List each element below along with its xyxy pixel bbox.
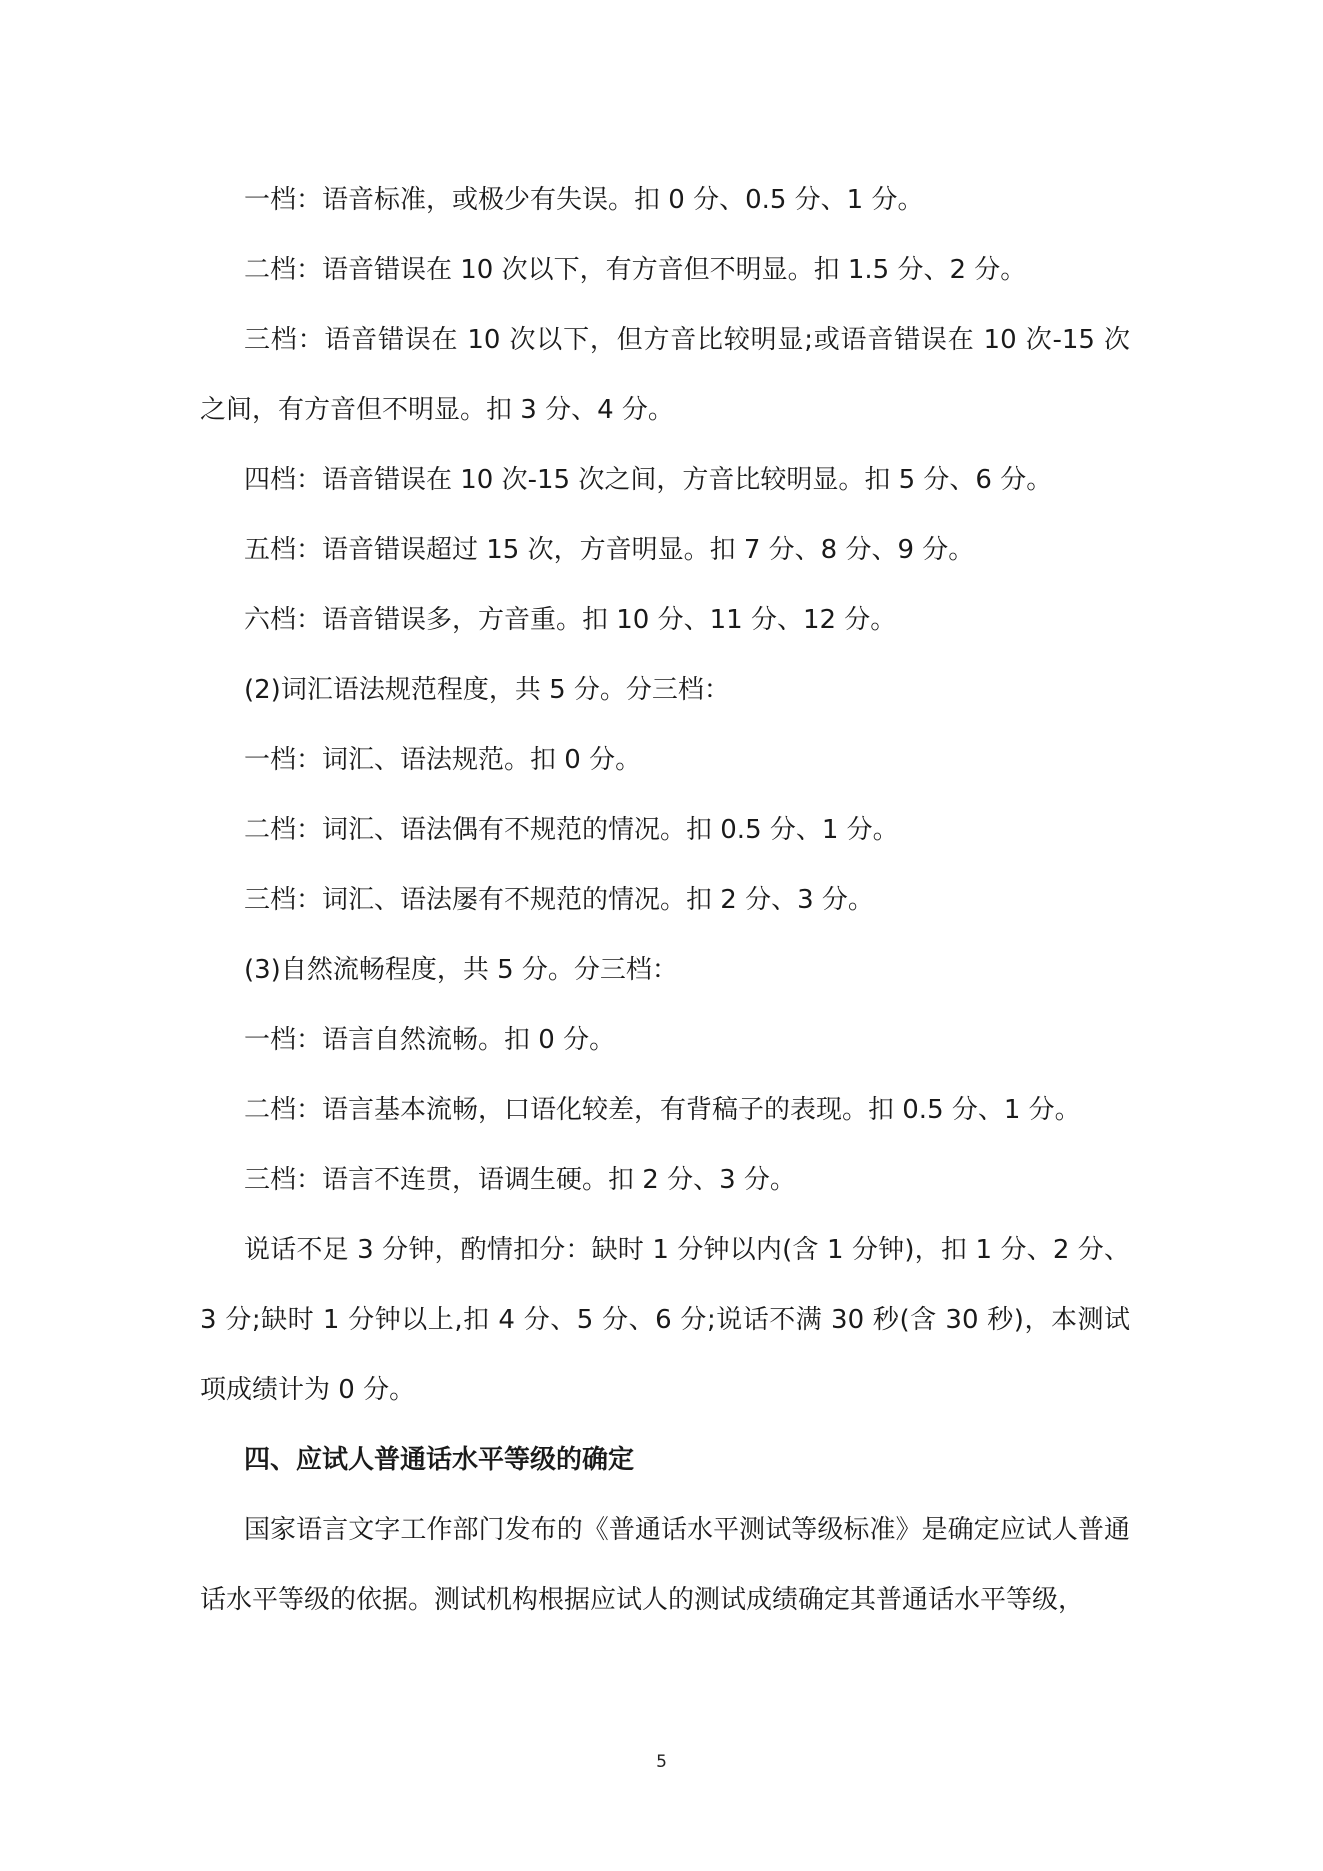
paragraph-grade-4-pronunciation: 四档：语音错误在 10 次-15 次之间，方音比较明显。扣 5 分、6 分。 — [244, 465, 1053, 495]
paragraph-grade-3-vocabulary: 三档：词汇、语法屡有不规范的情况。扣 2 分、3 分。 — [244, 885, 874, 915]
paragraph-grade-1-fluency: 一档：语言自然流畅。扣 0 分。 — [244, 1025, 616, 1055]
paragraph-grade-3-pronunciation: 三档：语音错误在 10 次以下，但方音比较明显;或语音错误在 10 次-15 次之间，有方音但不明显。扣 3 分、4 分。 — [200, 325, 1130, 425]
paragraph-grade-2-pronunciation: 二档：语音错误在 10 次以下，有方音但不明显。扣 1.5 分、2 分。 — [244, 255, 1027, 285]
paragraph-grade-2-fluency: 二档：语言基本流畅，口语化较差，有背稿子的表现。扣 0.5 分、1 分。 — [244, 1095, 1081, 1125]
paragraph-grade-3-fluency: 三档：语言不连贯，语调生硬。扣 2 分、3 分。 — [244, 1165, 796, 1195]
paragraph-level-standard: 国家语言文字工作部门发布的《普通话水平测试等级标准》是确定应试人普通话水平等级的依据。测试机构根据应试人的测试成绩确定其普通话水平等级， — [200, 1515, 1130, 1615]
paragraph-grade-5-pronunciation: 五档：语音错误超过 15 次，方音明显。扣 7 分、8 分、9 分。 — [244, 535, 975, 565]
section-heading-level-determination: 四、应试人普通话水平等级的确定 — [244, 1445, 635, 1475]
paragraph-grade-1-vocabulary: 一档：词汇、语法规范。扣 0 分。 — [244, 745, 642, 775]
paragraph-grade-1-pronunciation: 一档：语音标准，或极少有失误。扣 0 分、0.5 分、1 分。 — [244, 185, 924, 215]
document-body — [200, 165, 1130, 1635]
paragraph-fluency-intro: (3)自然流畅程度，共 5 分。分三档： — [244, 955, 678, 985]
paragraph-grade-2-vocabulary: 二档：词汇、语法偶有不规范的情况。扣 0.5 分、1 分。 — [244, 815, 899, 845]
page-number: 5 — [656, 1752, 667, 1772]
paragraph-grade-6-pronunciation: 六档：语音错误多，方音重。扣 10 分、11 分、12 分。 — [244, 605, 897, 635]
paragraph-vocabulary-grammar-intro: (2)词汇语法规范程度，共 5 分。分三档： — [244, 675, 730, 705]
paragraph-time-deduction: 说话不足 3 分钟，酌情扣分：缺时 1 分钟以内(含 1 分钟)，扣 1 分、2 分、3 分;缺时 1 分钟以上,扣 4 分、5 分、6 分;说话不满 30 秒(含 30 秒)，本测试项成绩计为 0 分。 — [200, 1235, 1130, 1405]
